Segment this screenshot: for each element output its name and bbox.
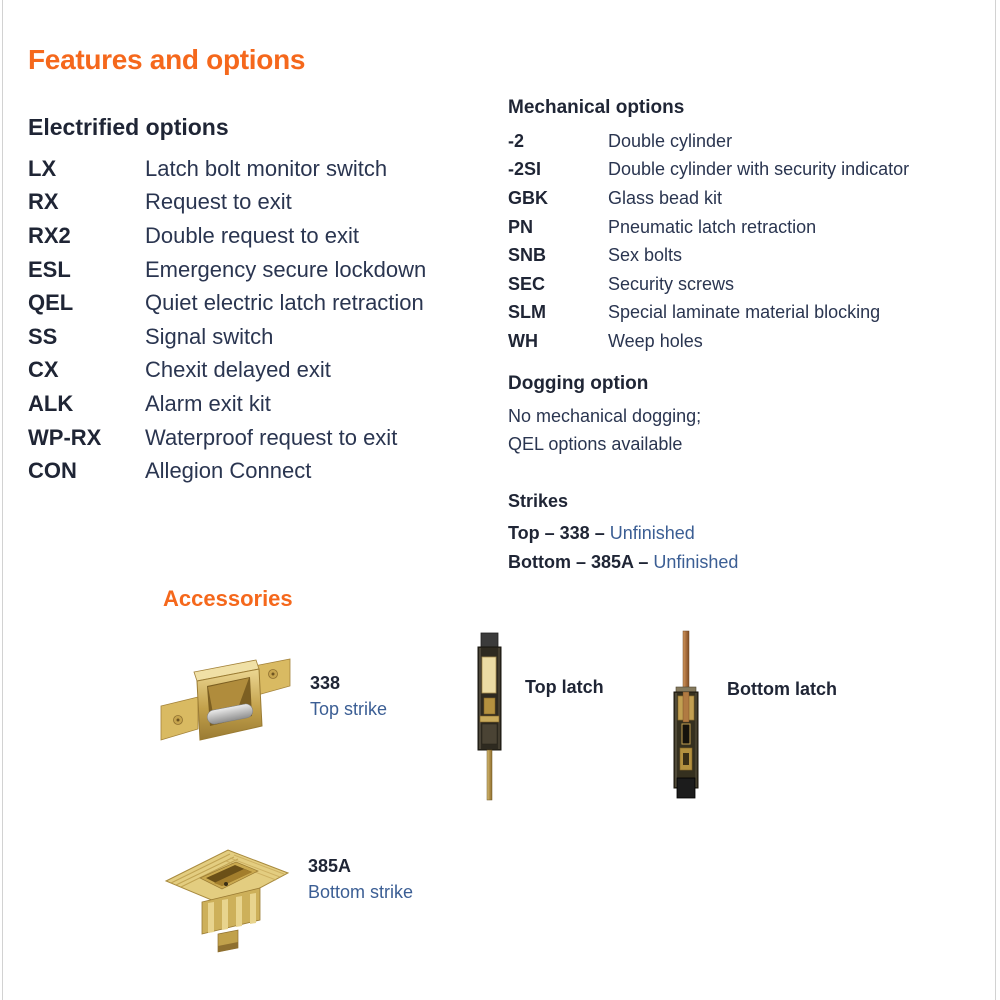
option-desc: Signal switch (145, 323, 274, 349)
option-row (28, 354, 488, 388)
option-row (508, 184, 978, 213)
dogging-option-section (508, 372, 928, 458)
option-desc: Quiet electric latch retraction (145, 290, 424, 316)
option-code: WP-RX (28, 424, 102, 450)
strikes-heading: Strikes (508, 491, 569, 511)
option-desc: Double request to exit (145, 222, 360, 248)
option-row (28, 186, 488, 220)
strike-top-code: Top – 338 – (508, 523, 605, 543)
option-code: SS (28, 323, 58, 349)
option-code: SEC (508, 273, 546, 294)
option-row (508, 127, 978, 156)
option-row (508, 270, 978, 299)
option-desc: Emergency secure lockdown (145, 256, 427, 282)
option-code: -2SI (508, 159, 542, 180)
option-row (28, 454, 488, 488)
option-desc: Double cylinder (608, 130, 733, 151)
option-code: LX (28, 155, 57, 181)
option-code: SNB (508, 245, 547, 266)
mechanical-options-list (508, 127, 978, 356)
option-row (28, 253, 488, 287)
accessory-code: 338 (310, 673, 341, 693)
option-code: CX (28, 357, 59, 383)
option-code: CON (28, 458, 77, 484)
option-desc: Alarm exit kit (145, 390, 271, 416)
option-code: RX (28, 189, 59, 215)
option-code: RX2 (28, 222, 71, 248)
accessories-heading: Accessories (163, 586, 293, 611)
option-desc: Waterproof request to exit (145, 424, 398, 450)
accessory-label: Bottom latch (727, 679, 837, 699)
option-desc: Double cylinder with security indicator (608, 159, 910, 180)
accessory-sublabel: Top strike (310, 699, 388, 719)
option-row (28, 387, 488, 421)
option-desc: Sex bolts (608, 245, 683, 266)
strike-top-line (508, 519, 928, 548)
bottom-latch-label (727, 678, 837, 700)
dogging-line-1: No mechanical dogging; (508, 406, 702, 426)
page-left-border (2, 0, 3, 1000)
strike-bottom-code: Bottom – 385A – (508, 551, 649, 572)
option-code: -2 (508, 130, 525, 151)
option-desc: Latch bolt monitor switch (145, 155, 388, 181)
bottom-strike-385a-image (156, 838, 296, 956)
accessory-sublabel: Bottom strike (308, 882, 414, 902)
bottom-strike-385a-label (308, 853, 413, 905)
option-code: PN (508, 216, 534, 237)
option-row (508, 299, 978, 328)
dogging-line-2: QEL options available (508, 433, 683, 454)
option-row (28, 320, 488, 354)
electrified-options-list (28, 152, 488, 488)
option-desc: Pneumatic latch retraction (608, 216, 817, 237)
option-code: ESL (28, 256, 71, 282)
accessory-code: 385A (308, 856, 352, 876)
strike-bottom-finish: Unfinished (653, 551, 739, 572)
option-desc: Special laminate material blocking (608, 302, 881, 323)
page-right-border (995, 0, 996, 1000)
option-code: SLM (508, 302, 546, 323)
option-desc: Chexit delayed exit (145, 357, 331, 383)
option-desc: Weep holes (608, 330, 703, 351)
option-row (508, 156, 978, 185)
strike-bottom-line (508, 548, 928, 577)
mechanical-options-heading: Mechanical options (508, 97, 685, 118)
top-strike-338-label (310, 670, 387, 722)
option-row (508, 327, 978, 356)
dogging-option-heading: Dogging option (508, 373, 649, 394)
option-row (28, 421, 488, 455)
electrified-options-section (28, 112, 488, 488)
option-desc: Allegion Connect (145, 458, 312, 484)
option-row (508, 241, 978, 270)
top-latch-image (472, 632, 508, 802)
option-code: ALK (28, 390, 74, 416)
accessory-label: Top latch (525, 677, 604, 697)
option-row (28, 152, 488, 186)
option-row (508, 213, 978, 242)
top-latch-label (525, 676, 604, 698)
strike-top-finish: Unfinished (609, 523, 695, 543)
mechanical-options-section (508, 96, 978, 356)
option-row (28, 286, 488, 320)
option-row (28, 219, 488, 253)
strikes-section (508, 489, 928, 576)
electrified-options-heading: Electrified options (28, 114, 229, 140)
option-code: GBK (508, 187, 548, 208)
bottom-latch-image (667, 630, 705, 800)
option-desc: Request to exit (145, 189, 292, 215)
page-title: Features and options (28, 44, 306, 75)
option-desc: Glass bead kit (608, 187, 723, 208)
option-desc: Security screws (608, 273, 735, 294)
option-code: QEL (28, 290, 74, 316)
top-strike-338-image (158, 650, 293, 745)
option-code: WH (508, 330, 538, 351)
